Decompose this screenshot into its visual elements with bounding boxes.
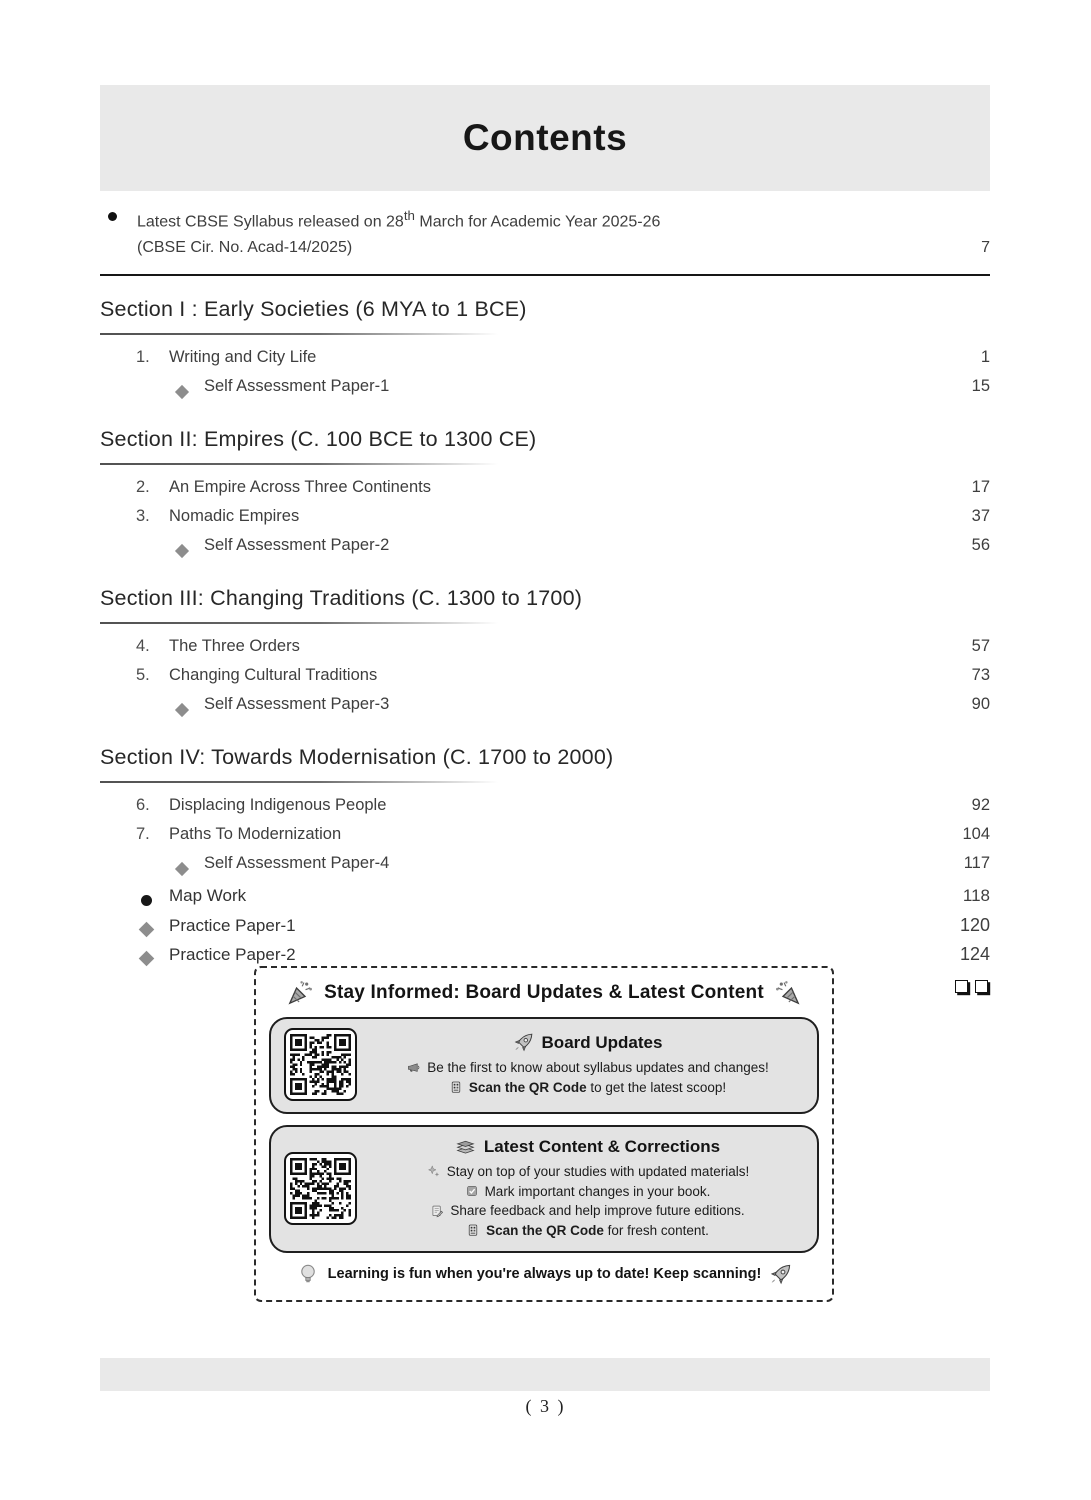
section-underline xyxy=(100,781,498,783)
chapter-title: Changing Cultural Traditions xyxy=(169,666,378,685)
card-title-row xyxy=(372,1136,803,1157)
chapter-title: Paths To Modernization xyxy=(169,825,342,844)
card-title: Latest Content & Corrections xyxy=(483,1136,721,1156)
page-number: 37 xyxy=(971,507,990,526)
books-icon xyxy=(455,1136,476,1157)
diamond-bullet-icon xyxy=(175,703,189,717)
toc-sap-row xyxy=(100,695,990,724)
page-number: 7 xyxy=(981,239,990,257)
superscript: th xyxy=(403,208,415,223)
toc-chapter-row xyxy=(100,666,990,695)
party-popper-icon xyxy=(774,979,801,1006)
sap-title: Self Assessment Paper-3 xyxy=(204,695,390,714)
circle-bullet-icon xyxy=(141,895,152,906)
chapter-title: The Three Orders xyxy=(169,637,300,656)
chapter-number: 2. xyxy=(136,478,150,497)
sap-title: Self Assessment Paper-1 xyxy=(204,377,390,396)
chapter-number: 4. xyxy=(136,637,150,656)
page-number: 15 xyxy=(971,377,990,396)
page-number: 120 xyxy=(959,915,990,936)
page-number: 104 xyxy=(962,825,990,844)
toc-section-4 xyxy=(100,745,990,883)
diamond-bullet-icon xyxy=(139,922,155,938)
footer-bar xyxy=(100,1358,990,1391)
page-number: 57 xyxy=(971,637,990,656)
toc-extra-row xyxy=(100,915,990,944)
sap-title: Self Assessment Paper-4 xyxy=(204,854,390,873)
board-updates-card xyxy=(269,1017,819,1114)
diamond-bullet-icon xyxy=(175,385,189,399)
circle-bullet-icon xyxy=(108,212,117,221)
chapter-title: An Empire Across Three Continents xyxy=(169,478,431,497)
card-title-row xyxy=(372,1032,803,1053)
chapter-number: 3. xyxy=(136,507,150,526)
extra-title: Map Work xyxy=(169,886,247,906)
section-underline xyxy=(100,622,498,624)
page-number: 73 xyxy=(971,666,990,685)
memo-icon xyxy=(430,1204,444,1218)
info-box-footer xyxy=(269,1262,819,1286)
section-heading: Section II: Empires (C. 100 BCE to 1300 CE) xyxy=(100,427,537,452)
chapter-number: 5. xyxy=(136,666,150,685)
toc-chapter-row xyxy=(100,825,990,854)
qr-code-board-updates xyxy=(284,1028,357,1101)
toc-sap-row xyxy=(100,377,990,406)
sparkles-icon xyxy=(426,1164,441,1179)
check-mark-icon xyxy=(465,1184,479,1198)
toc-extras xyxy=(100,886,990,973)
extra-title: Practice Paper-1 xyxy=(169,916,296,936)
info-box-footer-text: Learning is fun when you're always up to date! Keep scanning! xyxy=(327,1266,762,1282)
toc-sap-row xyxy=(100,536,990,565)
section-heading: Section IV: Towards Modernisation (C. 1700 to 2000) xyxy=(100,745,614,770)
chapter-title: Nomadic Empires xyxy=(169,507,300,526)
megaphone-icon xyxy=(406,1060,421,1075)
section-heading: Section I : Early Societies (6 MYA to 1 BCE) xyxy=(100,297,527,322)
page-header xyxy=(100,85,990,191)
qr-code-latest-content xyxy=(284,1152,357,1225)
card-line: Scan the QR Code to get the latest scoop! xyxy=(372,1078,803,1098)
info-box-title: Stay Informed: Board Updates & Latest Content xyxy=(324,981,764,1003)
chapter-number: 6. xyxy=(136,796,150,815)
section-underline xyxy=(100,333,498,335)
party-popper-icon xyxy=(287,979,314,1006)
page-number: 118 xyxy=(962,886,990,906)
toc-chapter-row xyxy=(100,348,990,377)
page-number: 124 xyxy=(959,944,990,965)
card-line: Scan the QR Code for fresh content. xyxy=(372,1221,803,1241)
divider-rule xyxy=(100,274,990,276)
page-number: 1 xyxy=(980,348,990,367)
rocket-icon xyxy=(513,1032,534,1053)
page-number: 117 xyxy=(963,854,990,873)
stay-informed-box xyxy=(254,966,834,1302)
card-line: Share feedback and help improve future editions. xyxy=(372,1201,803,1221)
toc-section-3 xyxy=(100,586,990,724)
syllabus-note-text: Latest CBSE Syllabus released on 28th March for Academic Year 2025-26 (CBSE Cir. No. Acad-14/2025) xyxy=(137,208,661,257)
diamond-bullet-icon xyxy=(139,951,155,967)
lightbulb-icon xyxy=(296,1262,320,1286)
chapter-number: 1. xyxy=(136,348,150,367)
table-of-contents xyxy=(100,203,990,993)
chapter-number: 7. xyxy=(136,825,150,844)
toc-sap-row xyxy=(100,854,990,883)
page-number: 92 xyxy=(971,796,990,815)
extra-title: Practice Paper-2 xyxy=(169,945,296,965)
toc-chapter-row xyxy=(100,637,990,666)
sap-title: Self Assessment Paper-2 xyxy=(204,536,390,555)
qr-scan-icon xyxy=(466,1223,480,1237)
chapter-title: Displacing Indigenous People xyxy=(169,796,387,815)
qr-scan-icon xyxy=(449,1080,463,1094)
card-title: Board Updates xyxy=(541,1032,663,1052)
page-footer-number: ( 3 ) xyxy=(525,1396,566,1416)
section-underline xyxy=(100,463,498,465)
toc-section-1 xyxy=(100,297,990,406)
card-line: Stay on top of your studies with updated materials! xyxy=(372,1162,803,1182)
section-heading: Section III: Changing Traditions (C. 1300 to 1700) xyxy=(100,586,583,611)
syllabus-note-row xyxy=(100,203,990,261)
diamond-bullet-icon xyxy=(175,862,189,876)
page-number: 90 xyxy=(971,695,990,714)
page-number: 56 xyxy=(971,536,990,555)
chapter-title: Writing and City Life xyxy=(169,348,317,367)
card-line: Be the first to know about syllabus updates and changes! xyxy=(372,1058,803,1078)
toc-chapter-row xyxy=(100,796,990,825)
page-number: 17 xyxy=(971,478,990,497)
toc-section-2 xyxy=(100,427,990,565)
info-box-title-row xyxy=(269,979,819,1006)
toc-chapter-row xyxy=(100,478,990,507)
toc-extra-row xyxy=(100,886,990,915)
page-title: Contents xyxy=(462,117,628,158)
diamond-bullet-icon xyxy=(175,544,189,558)
latest-content-card xyxy=(269,1125,819,1253)
toc-chapter-row xyxy=(100,507,990,536)
rocket-icon xyxy=(769,1263,792,1286)
card-line: Mark important changes in your book. xyxy=(372,1182,803,1202)
